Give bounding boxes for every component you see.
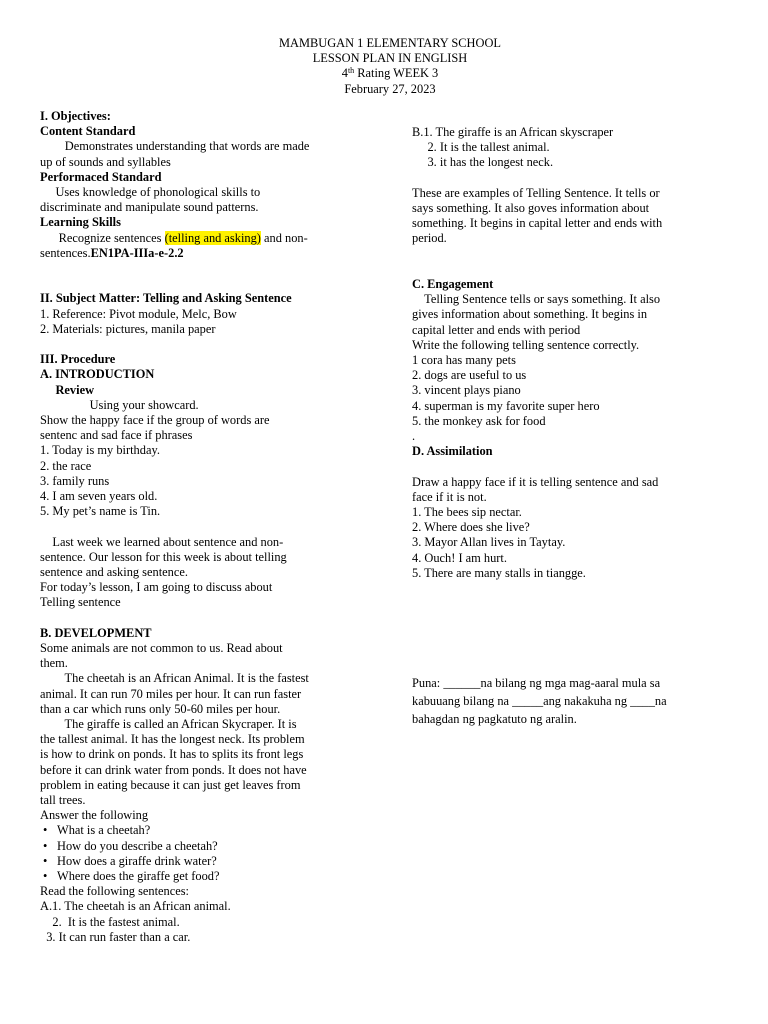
list-item: 3. vincent plays piano — [412, 383, 521, 398]
paragraph-line: gives information about something. It begins in — [412, 307, 648, 322]
instruction-line: Draw a happy face if it is telling sentence and sad — [412, 474, 659, 489]
instruction-line: sentenc and sad face if phrases — [40, 428, 193, 443]
bullet-item: • Where does the giraffe get food? — [40, 869, 380, 884]
list-item: 1 cora has many pets — [412, 353, 516, 367]
content-standard-heading: Content Standard — [40, 124, 136, 139]
learning-skills-heading: Learning Skills — [40, 215, 121, 230]
paragraph-line: For today’s lesson, I am going to discuss about — [40, 580, 273, 595]
list-item: 3. it has the longest neck. — [412, 155, 554, 170]
rating-week: 4th Rating WEEK 3 — [341, 66, 439, 81]
paragraph-line: sentence. Our lesson for this week is about telling — [40, 549, 287, 564]
paragraph-line: them. — [40, 656, 68, 671]
performance-standard-heading: Performaced Standard — [40, 169, 162, 184]
objectives-heading: I. Objectives: — [40, 109, 111, 123]
list-item: 5. My pet’s name is Tin. — [40, 504, 161, 519]
stray-period: . — [412, 429, 416, 444]
instruction-line: face if it is not. — [412, 489, 487, 504]
learning-skills-text: sentences.EN1PA-IIIa-e-2.2 — [40, 245, 184, 260]
list-item: 2. the race — [40, 458, 92, 473]
bullet-item: • What is a cheetah? — [40, 823, 380, 838]
content-standard-text: Demonstrates understanding that words are made — [40, 139, 310, 154]
document-header — [0, 36, 768, 97]
bullet-item: • How does a giraffe drink water? — [40, 854, 380, 869]
engagement-list — [412, 353, 732, 429]
instruction-line: Write the following telling sentence correctly. — [412, 337, 640, 352]
assimilation-heading: D. Assimilation — [412, 444, 493, 459]
giraffe-paragraph: is how to drink on ponds. It has to splits its front legs — [40, 747, 304, 762]
giraffe-paragraph: The giraffe is called an African Skycraper. It is — [40, 717, 297, 732]
giraffe-paragraph: before it can drink water from ponds. It does not have — [40, 762, 307, 777]
giraffe-paragraph: tall trees. — [40, 793, 86, 808]
list-item: 3. It can run faster than a car. — [40, 929, 191, 944]
list-item: 4. superman is my favorite super hero — [412, 398, 600, 413]
list-item: 3. family runs — [40, 473, 110, 488]
assimilation-list — [412, 505, 732, 581]
giraffe-paragraph: the tallest animal. It has the longest neck. Its problem — [40, 732, 305, 747]
paragraph-line: says something. It also goves information about — [412, 201, 650, 215]
paragraph-line: Some animals are not common to us. Read about — [40, 641, 283, 656]
materials-line: 2. Materials: pictures, manila paper — [40, 321, 216, 336]
left-column — [40, 109, 380, 945]
showcard-line: Using your showcard. — [40, 397, 199, 412]
puna-line: bahagdan ng pagkatuto ng aralin. — [412, 712, 577, 727]
paragraph-line: sentence and asking sentence. — [40, 565, 188, 580]
list-item: 5. the monkey ask for food — [412, 413, 546, 428]
engagement-heading: C. Engagement — [412, 276, 494, 291]
giraffe-paragraph: problem in eating because it can just get leaves from — [40, 777, 301, 792]
list-item: 1. Today is my birthday. — [40, 443, 160, 458]
content-standard-text: up of sounds and syllables — [40, 154, 171, 169]
bullet-item: • How do you describe a cheetah? — [40, 839, 380, 854]
review-list — [40, 443, 380, 519]
puna-line: Puna: ______na bilang ng mga mag-aaral mula sa — [412, 676, 661, 691]
paragraph-line: Telling Sentence tells or says something. It also — [412, 292, 661, 307]
performance-standard-text: discriminate and manipulate sound patterns. — [40, 200, 259, 215]
list-item: B.1. The giraffe is an African skyscraper — [412, 125, 614, 139]
paragraph-line: Telling sentence — [40, 595, 121, 610]
question-list — [40, 823, 380, 884]
lesson-date: February 27, 2023 — [344, 81, 436, 96]
list-item: 5. There are many stalls in tiangge. — [412, 565, 586, 580]
list-item: 4. I am seven years old. — [40, 489, 158, 504]
paragraph-line: capital letter and ends with period — [412, 322, 581, 337]
puna-remarks — [412, 674, 732, 728]
list-item: 2. It is the fastest animal. — [40, 914, 180, 929]
list-item: 2. dogs are useful to us — [412, 368, 527, 383]
learning-skills-text: Recognize sentences (telling and asking) and non- — [40, 230, 308, 245]
cheetah-paragraph: The cheetah is an African Animal. It is the fastest — [40, 671, 309, 686]
answer-heading: Answer the following — [40, 808, 149, 823]
puna-line: kabuuang bilang na _____ang nakakuha ng ____na — [412, 694, 667, 709]
list-item: 2. It is the tallest animal. — [412, 140, 550, 155]
paragraph-line: Last week we learned about sentence and non- — [40, 534, 284, 549]
list-item: 3. Mayor Allan lives in Taytay. — [412, 535, 566, 550]
cheetah-paragraph: animal. It can run 70 miles per hour. It can run faster — [40, 686, 302, 701]
read-heading: Read the following sentences: — [40, 884, 189, 899]
procedure-heading: III. Procedure — [40, 352, 116, 367]
paragraph-line: something. It begins in capital letter and ends with — [412, 216, 663, 231]
list-item: 2. Where does she live? — [412, 520, 530, 535]
subject-matter-heading: II. Subject Matter: Telling and Asking Sentence — [40, 291, 292, 306]
performance-standard-text: Uses knowledge of phonological skills to — [40, 185, 261, 200]
instruction-line: Show the happy face if the group of words are — [40, 413, 270, 428]
paragraph-line: These are examples of Telling Sentence. It tells or — [412, 185, 660, 200]
list-item: A.1. The cheetah is an African animal. — [40, 899, 231, 914]
introduction-heading: A. INTRODUCTION — [40, 367, 155, 382]
development-heading: B. DEVELOPMENT — [40, 625, 152, 640]
list-item: 1. The bees sip nectar. — [412, 505, 522, 520]
right-column — [412, 125, 732, 728]
lesson-plan-title: LESSON PLAN IN ENGLISH — [312, 51, 468, 66]
school-name: MAMBUGAN 1 ELEMENTARY SCHOOL — [279, 36, 501, 50]
highlighted-text: (telling and asking) — [164, 230, 261, 245]
review-heading: Review — [40, 382, 95, 397]
paragraph-line: period. — [412, 231, 447, 246]
list-item: 4. Ouch! I am hurt. — [412, 550, 507, 565]
cheetah-paragraph: than a car which runs only 50-60 miles per hour. — [40, 701, 281, 716]
reference-line: 1. Reference: Pivot module, Melc, Bow — [40, 306, 237, 321]
competency-code: EN1PA-IIIa-e-2.2 — [90, 245, 184, 260]
